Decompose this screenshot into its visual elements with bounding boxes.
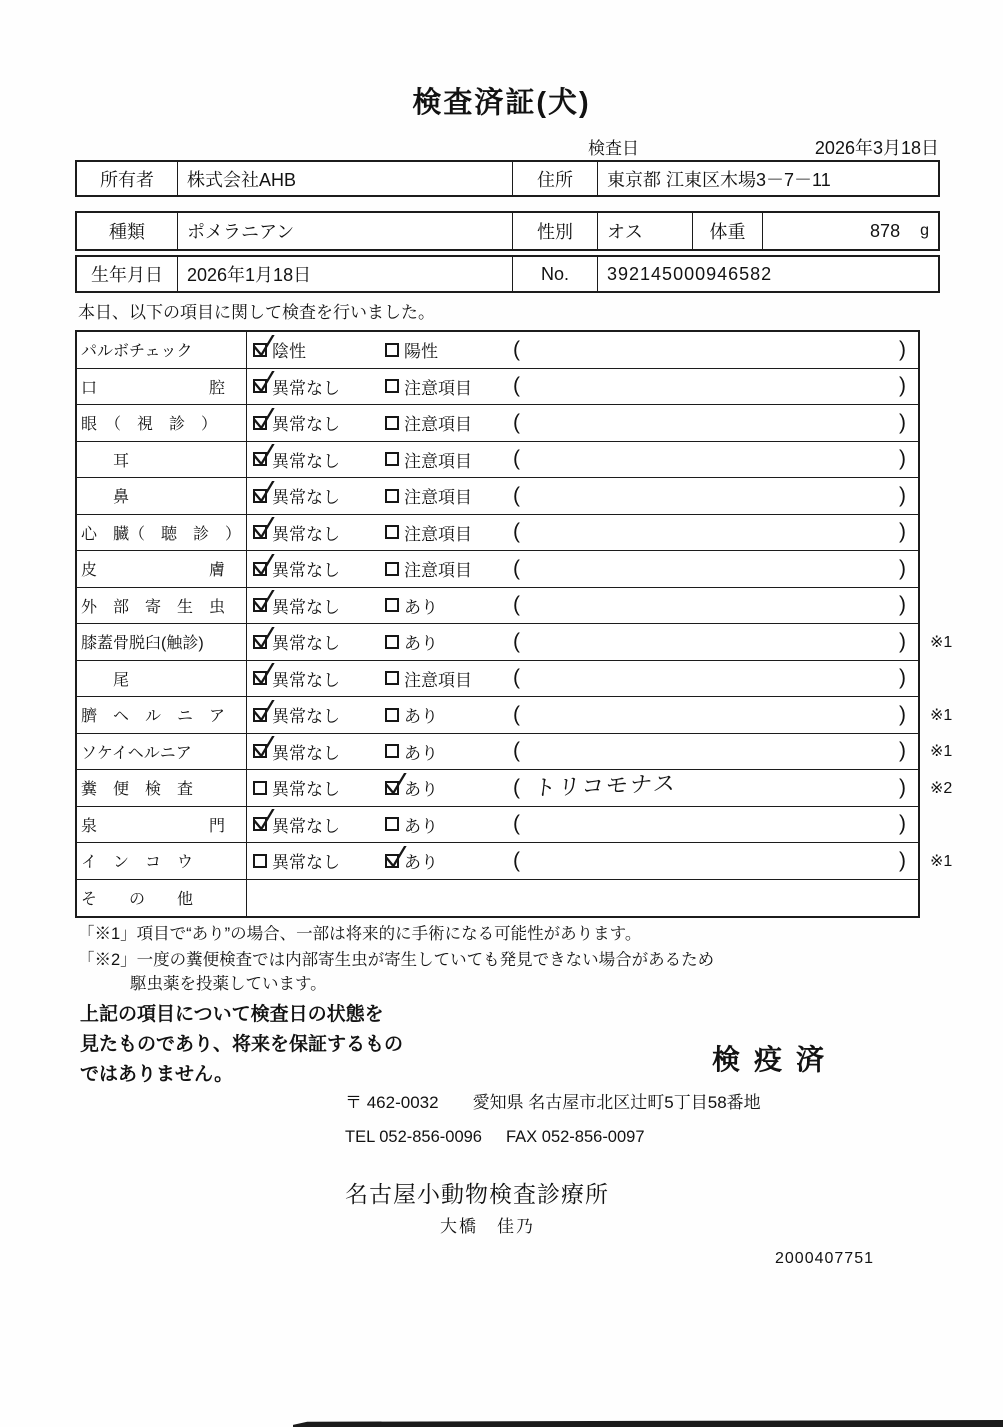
handwritten-remark (520, 519, 901, 532)
footnote-1: 「※1」項目で“あり”の場合、一部は将来的に手術になる可能性があります。 (78, 925, 642, 943)
checkbox-icon (385, 781, 399, 795)
row-footnote-ref: ※1 (930, 852, 953, 870)
option-2 (385, 734, 438, 770)
handwritten-remark (520, 483, 901, 496)
checklist-row (77, 661, 918, 698)
close-paren: ) (899, 629, 906, 653)
clinic-address-line (345, 1088, 761, 1113)
option-1 (253, 770, 340, 806)
close-paren: ) (899, 374, 906, 398)
disclaimer-line-1: 上記の項目について検査日の状態を (80, 1004, 384, 1025)
checkbox-icon (253, 489, 267, 503)
checklist-item-label: 心 臓（ 聴 診 ） (77, 515, 247, 551)
checklist-item-label: 耳 (77, 442, 247, 478)
option-1-label: 異常なし (272, 634, 340, 654)
open-paren: ( (513, 593, 520, 617)
no-label: No. (512, 257, 597, 291)
checkbox-icon (253, 817, 267, 831)
option-1-label: 異常なし (272, 816, 340, 836)
option-1-label: 異常なし (272, 524, 340, 544)
option-1 (253, 515, 340, 551)
remarks-field (513, 515, 906, 551)
option-2-label: あり (404, 597, 438, 617)
exam-date-value: 2026年3月18日 (814, 138, 939, 158)
option-2 (385, 697, 438, 733)
intro-text: 本日、以下の項目に関して検査を行いました。 (78, 303, 435, 322)
sex-label: 性別 (512, 213, 597, 249)
option-2 (385, 588, 438, 624)
checklist-item-label: 膝蓋骨脱臼(触診) (77, 624, 247, 660)
checklist-row (77, 405, 918, 442)
checklist-item-label: ソケイヘルニア (77, 734, 247, 770)
owner-table (75, 160, 940, 197)
option-1-label: 異常なし (272, 670, 340, 690)
option-1-label: 異常なし (272, 707, 340, 727)
option-1-label: 異常なし (272, 561, 340, 581)
remarks-field (513, 332, 906, 368)
scan-edge-artifact (293, 1420, 1003, 1427)
remarks-field (513, 369, 906, 405)
checklist-table (75, 330, 953, 918)
breed-label: 種類 (109, 222, 145, 242)
option-1 (253, 807, 340, 843)
handwritten-remark (520, 848, 901, 861)
open-paren: ( (513, 775, 520, 799)
remarks-field (513, 588, 906, 624)
checkbox-icon (253, 781, 267, 795)
checklist-item-label: 泉 門 (77, 807, 247, 843)
checklist-item-label: 尾 (77, 661, 247, 697)
checklist-row (77, 332, 918, 369)
checkbox-icon (253, 525, 267, 539)
close-paren: ) (899, 812, 906, 836)
option-2 (385, 551, 472, 587)
option-2-label: あり (404, 743, 438, 763)
owner-value: 株式会社AHB (177, 162, 512, 195)
checkbox-icon (253, 379, 267, 393)
clinic-postal-code: 〒 462-0032 (345, 1093, 439, 1112)
close-paren: ) (899, 775, 906, 799)
checkbox-icon (253, 744, 267, 758)
remarks-field (513, 697, 906, 733)
option-1 (253, 478, 340, 514)
handwritten-remark (520, 665, 901, 678)
option-2-label: 注意項目 (404, 415, 472, 435)
pet-info-table (75, 211, 940, 251)
disclaimer-line-2: 見たものであり、将来を保証するもの (80, 1034, 404, 1055)
checkbox-icon (253, 635, 267, 649)
footnote-2-continued: 駆虫薬を投薬しています。 (130, 975, 327, 993)
checklist-item-label: 鼻 (77, 478, 247, 514)
remarks-field (513, 405, 906, 441)
open-paren: ( (513, 556, 520, 580)
option-1 (253, 442, 340, 478)
disclaimer-text (80, 1000, 403, 1090)
option-1 (253, 734, 340, 770)
open-paren: ( (513, 374, 520, 398)
option-1-label: 異常なし (272, 853, 340, 873)
checkbox-icon (253, 562, 267, 576)
checkbox-icon (385, 598, 399, 612)
option-2-label: 注意項目 (404, 488, 472, 508)
remarks-field (513, 843, 906, 879)
close-paren: ) (899, 337, 906, 361)
veterinarian-name: 大橋 佳乃 (440, 1217, 535, 1236)
checklist-item-label: 臍 ヘ ル ニ ア (77, 697, 247, 733)
checklist-row (77, 770, 953, 807)
remarks-field (513, 551, 906, 587)
open-paren: ( (513, 337, 520, 361)
remarks-field (513, 624, 906, 660)
option-1-label: 異常なし (272, 378, 340, 398)
checklist-row (77, 442, 918, 479)
checkbox-icon (385, 817, 399, 831)
row-footnote-ref: ※1 (930, 706, 953, 724)
remarks-field (513, 442, 906, 478)
option-1-label: 異常なし (272, 451, 340, 471)
close-paren: ) (899, 520, 906, 544)
no-value: 392145000946582 (597, 257, 938, 291)
weight-unit: g (920, 222, 929, 239)
close-paren: ) (899, 483, 906, 507)
open-paren: ( (513, 410, 520, 434)
option-1 (253, 551, 340, 587)
clinic-name: 名古屋小動物検査診療所 (345, 1181, 609, 1207)
sex-value: オス (597, 213, 692, 249)
open-paren: ( (513, 812, 520, 836)
handwritten-remark (520, 410, 901, 423)
option-1-label: 異常なし (272, 488, 340, 508)
open-paren: ( (513, 666, 520, 690)
option-2 (385, 515, 472, 551)
checkbox-icon (253, 671, 267, 685)
checklist-row (77, 369, 918, 406)
remarks-field (513, 661, 906, 697)
open-paren: ( (513, 520, 520, 544)
checklist-item-label: 口 腔 (77, 369, 247, 405)
option-1-label: 異常なし (272, 415, 340, 435)
address-value: 東京都 江東区木場3－7－11 (597, 162, 938, 195)
option-2-label: あり (404, 853, 438, 873)
open-paren: ( (513, 848, 520, 872)
option-1 (253, 588, 340, 624)
option-1 (253, 624, 340, 660)
option-1-label: 異常なし (272, 780, 340, 800)
weight-cell (762, 213, 938, 249)
row-footnote-ref: ※2 (930, 779, 953, 797)
clinic-tel: TEL 052-856-0096 (345, 1128, 482, 1146)
option-2-label: あり (404, 816, 438, 836)
checklist-row (77, 478, 918, 515)
page-title: 検査済証(犬) (412, 87, 591, 119)
option-1 (253, 405, 340, 441)
birthdate-value: 2026年1月18日 (177, 257, 512, 291)
option-2-label: 注意項目 (404, 524, 472, 544)
option-2-label: 陽性 (404, 342, 438, 362)
checkbox-icon (385, 525, 399, 539)
checklist-item-label: 皮 膚 (77, 551, 247, 587)
option-1 (253, 332, 306, 368)
serial-number: 2000407751 (775, 1250, 874, 1267)
open-paren: ( (513, 629, 520, 653)
checklist-item-label: 糞 便 検 査 (77, 770, 247, 806)
handwritten-remark (520, 702, 901, 715)
remarks-field (513, 770, 906, 806)
weight-label: 体重 (692, 213, 762, 249)
checkbox-icon (253, 708, 267, 722)
option-2-label: あり (404, 780, 438, 800)
handwritten-remark (520, 373, 901, 386)
checklist-item-label: そ の 他 (77, 880, 247, 917)
open-paren: ( (513, 483, 520, 507)
checklist-row (77, 880, 918, 917)
option-1 (253, 661, 340, 697)
close-paren: ) (899, 447, 906, 471)
checkbox-icon (385, 708, 399, 722)
quarantine-stamp: 検疫済 (712, 1044, 839, 1075)
close-paren: ) (899, 702, 906, 726)
handwritten-remark (520, 738, 901, 751)
checklist-item-label: イ ン コ ウ (77, 843, 247, 879)
option-1-label: 異常なし (272, 597, 340, 617)
close-paren: ) (899, 556, 906, 580)
remarks-field (513, 807, 906, 843)
option-2-label: 注意項目 (404, 378, 472, 398)
checkbox-icon (385, 452, 399, 466)
option-2 (385, 405, 472, 441)
option-1-label: 陰性 (272, 342, 306, 362)
checkbox-icon (253, 343, 267, 357)
weight-value: 878 (870, 220, 901, 241)
option-2 (385, 624, 438, 660)
address-label: 住所 (512, 162, 597, 195)
option-2 (385, 478, 472, 514)
option-2 (385, 770, 438, 806)
close-paren: ) (899, 593, 906, 617)
open-paren: ( (513, 739, 520, 763)
checklist-row (77, 588, 918, 625)
checklist-item-label: 外 部 寄 生 虫 (77, 588, 247, 624)
handwritten-remark (520, 811, 901, 824)
close-paren: ) (899, 848, 906, 872)
clinic-phone-line (345, 1128, 645, 1147)
row-footnote-ref: ※1 (930, 743, 953, 761)
option-2 (385, 843, 438, 879)
remarks-field (513, 478, 906, 514)
option-2 (385, 661, 472, 697)
option-2 (385, 369, 472, 405)
footnote-2: 「※2」一度の糞便検査では内部寄生虫が寄生していても発見できない場合があるため (78, 951, 715, 969)
exam-date-label: 検査日 (588, 139, 639, 158)
option-2-label: 注意項目 (404, 451, 472, 471)
birth-no-table (75, 255, 940, 293)
disclaimer-line-3: ではありません。 (80, 1064, 234, 1085)
checklist-row (77, 624, 953, 661)
checkbox-icon (385, 343, 399, 357)
handwritten-remark (520, 556, 901, 569)
clinic-address: 愛知県 名古屋市北区辻町5丁目58番地 (472, 1093, 761, 1112)
handwritten-remark (520, 337, 901, 350)
owner-label: 所有者 (100, 169, 154, 190)
checklist-row (77, 551, 918, 588)
option-2-label: 注意項目 (404, 561, 472, 581)
checkbox-icon (385, 416, 399, 430)
option-2 (385, 807, 438, 843)
option-1 (253, 369, 340, 405)
open-paren: ( (513, 447, 520, 471)
checklist-row (77, 807, 918, 844)
checklist-item-label: パルボチェック (77, 332, 247, 368)
checkbox-icon (385, 562, 399, 576)
option-1 (253, 843, 340, 879)
option-2-label: あり (404, 707, 438, 727)
open-paren: ( (513, 702, 520, 726)
handwritten-remark (520, 592, 901, 605)
handwritten-remark (520, 629, 901, 642)
close-paren: ) (899, 666, 906, 690)
checklist-row (77, 515, 918, 552)
option-2 (385, 442, 472, 478)
option-1 (253, 697, 340, 733)
checkbox-icon (385, 379, 399, 393)
checkbox-icon (385, 854, 399, 868)
checkbox-icon (385, 744, 399, 758)
option-1-label: 異常なし (272, 743, 340, 763)
checkbox-icon (253, 854, 267, 868)
checkbox-icon (385, 489, 399, 503)
checkbox-icon (385, 671, 399, 685)
option-2-label: あり (404, 634, 438, 654)
checkbox-icon (253, 598, 267, 612)
birthdate-label: 生年月日 (91, 265, 163, 285)
exam-date-row (0, 134, 1003, 158)
checklist-row (77, 843, 953, 880)
checkbox-icon (253, 452, 267, 466)
checklist-row (77, 697, 953, 734)
handwritten-remark: トリコモナス (532, 770, 679, 801)
option-2 (385, 332, 438, 368)
row-footnote-ref: ※1 (930, 633, 953, 651)
checkbox-icon (253, 416, 267, 430)
handwritten-remark (520, 446, 901, 459)
clinic-fax: FAX 052-856-0097 (506, 1128, 645, 1146)
close-paren: ) (899, 739, 906, 763)
checklist-item-label: 眼 （ 視 診 ） (77, 405, 247, 441)
checkbox-icon (385, 635, 399, 649)
breed-value: ポメラニアン (177, 213, 512, 249)
close-paren: ) (899, 410, 906, 434)
option-2-label: 注意項目 (404, 670, 472, 690)
